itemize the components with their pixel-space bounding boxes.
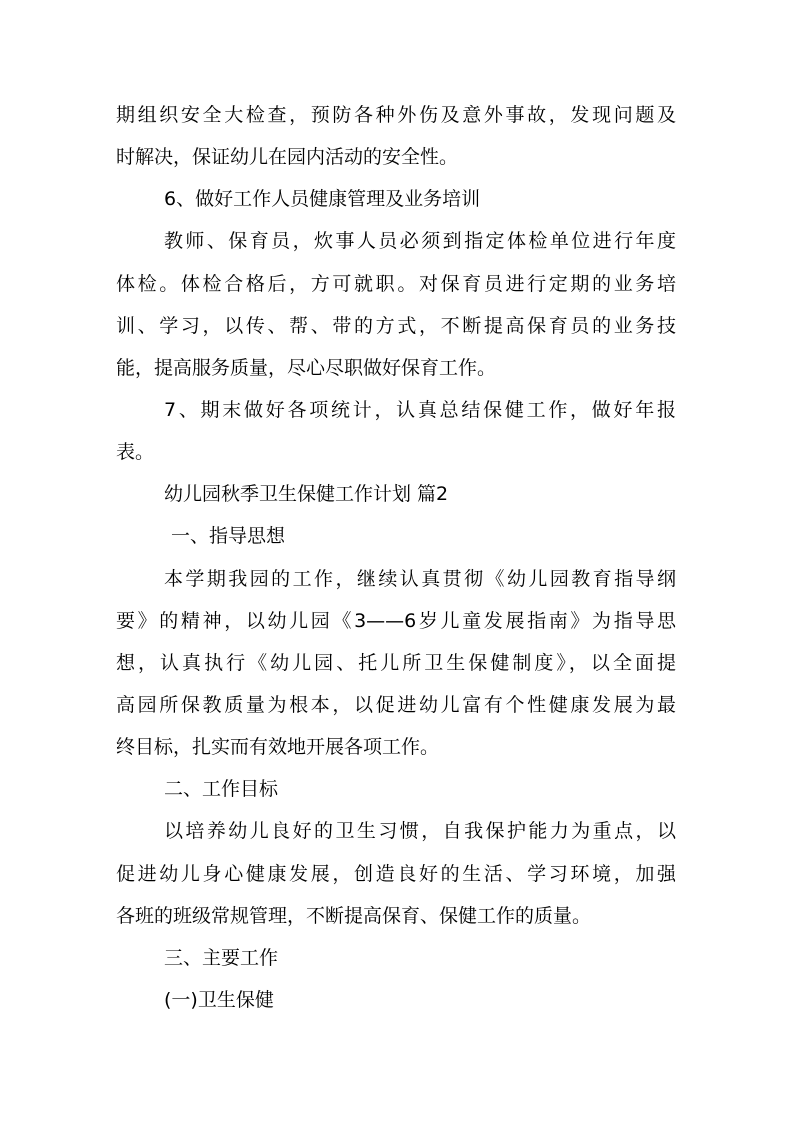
article-title: 幼儿园秋季卫生保健工作计划 篇2 (164, 483, 449, 506)
paragraph-line: 以培养幼儿良好的卫生习惯，自我保护能力为重点，以 (164, 820, 676, 843)
section-heading: 6、做好工作人员健康管理及业务培训 (164, 188, 481, 211)
document-body (116, 94, 676, 1021)
section-heading: 二、工作目标 (164, 778, 279, 801)
paragraph-line: 终目标，扎实而有效地开展各项工作。 (116, 736, 440, 759)
paragraph-line: 能，提高服务质量，尽心尽职做好保育工作。 (116, 356, 497, 379)
paragraph-line: 时解决，保证幼儿在园内活动的安全性。 (116, 146, 459, 169)
paragraph-line: 高园所保教质量为根本，以促进幼儿富有个性健康发展为最 (116, 693, 676, 716)
paragraph-line: 教师、保育员，炊事人员必须到指定体检单位进行年度 (164, 230, 676, 253)
paragraph-line: 本学期我园的工作，继续认真贯彻《幼儿园教育指导纲 (164, 567, 676, 590)
paragraph-line: 7、期末做好各项统计，认真总结保健工作，做好年报 (164, 398, 676, 421)
paragraph-line: 想，认真执行《幼儿园、托儿所卫生保健制度》，以全面提 (116, 651, 676, 674)
paragraph-line: 促进幼儿身心健康发展，创造良好的生活、学习环境，加强 (116, 862, 676, 885)
section-heading: 一、指导思想 (171, 525, 286, 548)
paragraph-line: 体检。体检合格后，方可就职。对保育员进行定期的业务培 (116, 272, 676, 295)
paragraph-line: 要》的精神，以幼儿园《3——6岁儿童发展指南》为指导思 (116, 609, 676, 632)
paragraph-line: 训、学习，以传、帮、带的方式，不断提高保育员的业务技 (116, 314, 676, 337)
subsection-heading: (一)卫生保健 (164, 988, 274, 1011)
paragraph-line: 表。 (116, 441, 155, 464)
paragraph-line: 期组织安全大检查，预防各种外伤及意外事故，发现问题及 (116, 104, 676, 126)
section-heading: 三、主要工作 (164, 946, 279, 969)
paragraph-line: 各班的班级常规管理，不断提高保育、保健工作的质量。 (116, 904, 592, 927)
